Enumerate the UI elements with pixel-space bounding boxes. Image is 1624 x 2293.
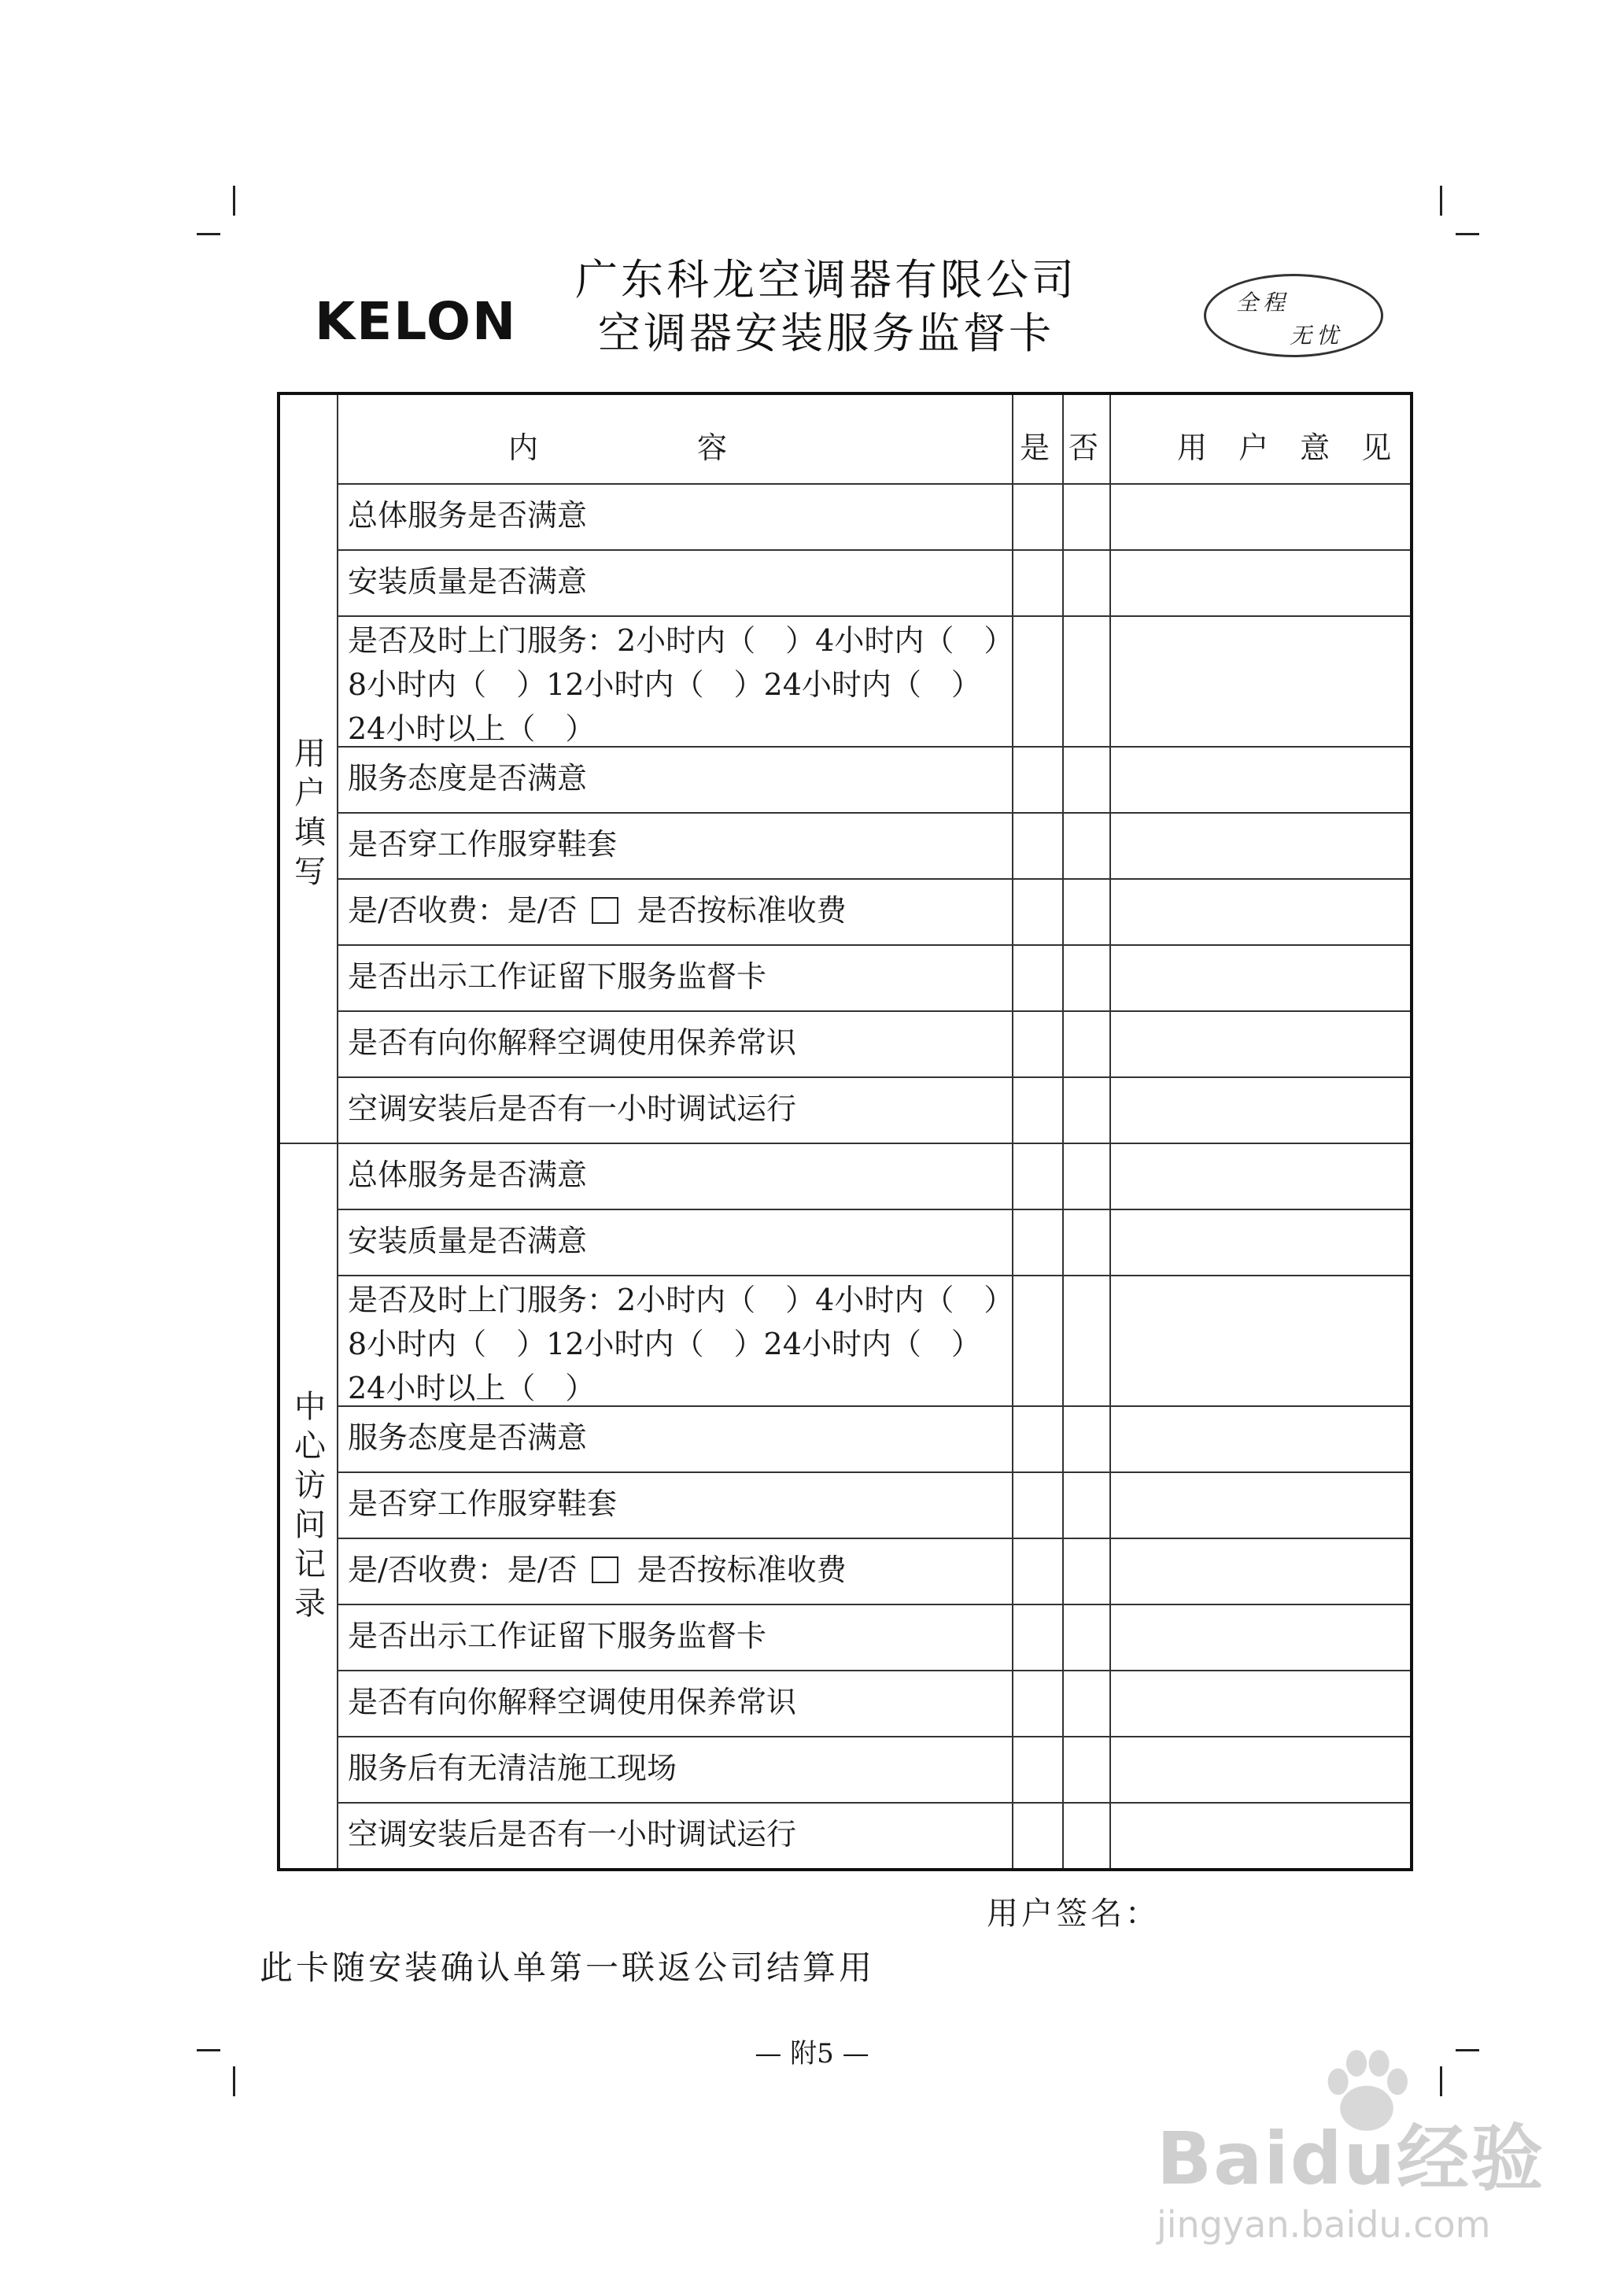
row-divider <box>337 944 1410 946</box>
header-yes: 是 <box>1020 430 1052 465</box>
row-text: 安装质量是否满意 <box>348 1224 588 1258</box>
crop-mark-tl-v <box>233 186 235 216</box>
row-text: 空调安装后是否有一小时调试运行 <box>348 1817 797 1852</box>
company-title: 广东科龙空调器有限公司 <box>575 255 1077 305</box>
crop-mark-br-v <box>1440 2066 1442 2096</box>
section-divider <box>280 1143 1410 1144</box>
header-no: 否 <box>1069 430 1101 465</box>
row-text: 是/否收费：是/否 <box>348 893 578 928</box>
table-row <box>343 560 1004 603</box>
row-text: 是/否收费：是/否 <box>348 1553 578 1587</box>
table-row <box>343 889 1004 932</box>
row-divider <box>337 1471 1410 1473</box>
header-opinion: 用 户 意 见 <box>1177 430 1403 465</box>
crop-mark-tl-h <box>197 233 220 235</box>
row-divider <box>337 878 1410 880</box>
row-text: 是否有向你解释空调使用保养常识 <box>348 1685 797 1719</box>
table-row <box>343 1021 1004 1064</box>
watermark-url: jingyan.baidu.com <box>1157 2203 1491 2246</box>
fee-standard-label: 是否按标准收费 <box>637 893 847 928</box>
row-text: 服务后有无清洁施工现场 <box>348 1751 677 1785</box>
crop-mark-bl-v <box>233 2066 235 2096</box>
row-divider <box>337 1275 1410 1276</box>
page-number: — 附5 — <box>755 2038 869 2070</box>
row-divider <box>337 1670 1410 1671</box>
table-row <box>343 1549 1004 1591</box>
row-divider <box>337 1538 1410 1539</box>
section-user-label: 用 户 填 写 <box>294 736 326 890</box>
table-row <box>343 494 1004 537</box>
fee-checkbox[interactable] <box>592 1556 618 1583</box>
row-text: 空调安装后是否有一小时调试运行 <box>348 1091 797 1126</box>
crop-mark-tr-h <box>1456 233 1479 235</box>
row-text: 服务态度是否满意 <box>348 761 588 796</box>
row-divider <box>337 1076 1410 1078</box>
row-text: 8小时内（ ）12小时内（ ）24小时内（ ） <box>348 667 981 702</box>
row-divider <box>337 549 1410 551</box>
kelon-logo: KELON <box>315 291 518 352</box>
row-divider <box>337 1604 1410 1605</box>
table-row <box>343 757 1004 799</box>
row-text: 服务态度是否满意 <box>348 1420 588 1455</box>
table-row <box>343 1483 1004 1525</box>
table-row <box>343 1813 1004 1855</box>
row-text: 是否及时上门服务：2小时内（ ）4小时内（ ） <box>348 623 1014 658</box>
row-divider <box>337 746 1410 748</box>
row-divider <box>337 615 1410 617</box>
supervision-table <box>277 392 1413 1871</box>
row-divider <box>337 1736 1410 1737</box>
title-block <box>543 253 1109 360</box>
header-content: 内 容 <box>508 430 729 465</box>
settlement-note: 此卡随安装确认单第一联返公司结算用 <box>260 1948 876 1987</box>
table-row <box>343 1220 1004 1262</box>
table-row <box>343 1416 1004 1459</box>
row-text: 是否穿工作服穿鞋套 <box>348 1486 618 1521</box>
table-row <box>343 1615 1004 1657</box>
table-row <box>343 955 1004 998</box>
table-row <box>343 1681 1004 1723</box>
row-text: 是否出示工作证留下服务监督卡 <box>348 1619 767 1653</box>
badge-line2: 无忧 <box>1290 323 1344 349</box>
row-divider <box>337 1010 1410 1012</box>
row-text: 是否及时上门服务：2小时内（ ）4小时内（ ） <box>348 1283 1014 1317</box>
row-divider <box>337 1802 1410 1804</box>
table-row <box>343 1087 1004 1130</box>
row-text: 总体服务是否满意 <box>348 498 588 533</box>
badge-line1: 全程 <box>1236 290 1290 316</box>
row-text: 是否有向你解释空调使用保养常识 <box>348 1025 797 1060</box>
header-divider <box>337 483 1410 485</box>
crop-mark-tr-v <box>1440 186 1442 216</box>
table-row <box>343 823 1004 866</box>
card-title: 空调器安装服务监督卡 <box>598 308 1054 358</box>
row-text: 8小时内（ ）12小时内（ ）24小时内（ ） <box>348 1327 981 1361</box>
table-row <box>343 1154 1004 1196</box>
fee-checkbox[interactable] <box>592 897 618 924</box>
table-row <box>343 1278 1014 1410</box>
row-text: 是否出示工作证留下服务监督卡 <box>348 959 767 994</box>
row-text: 24小时以上（ ） <box>348 1371 596 1405</box>
watermark-brand: Baidu经验 <box>1157 2117 1545 2201</box>
row-text: 是否穿工作服穿鞋套 <box>348 827 618 862</box>
signature-label: 用户签名： <box>987 1896 1160 1932</box>
row-text: 总体服务是否满意 <box>348 1158 588 1192</box>
row-text: 安装质量是否满意 <box>348 564 588 599</box>
table-row <box>343 1747 1004 1789</box>
row-text: 24小时以上（ ） <box>348 711 596 746</box>
row-divider <box>337 1209 1410 1210</box>
service-badge <box>1204 274 1383 357</box>
table-row <box>343 618 1014 751</box>
row-divider <box>337 812 1410 814</box>
row-divider <box>337 1405 1410 1407</box>
section-center-label: 中 心 访 问 记 录 <box>294 1389 326 1622</box>
fee-standard-label: 是否按标准收费 <box>637 1553 847 1587</box>
